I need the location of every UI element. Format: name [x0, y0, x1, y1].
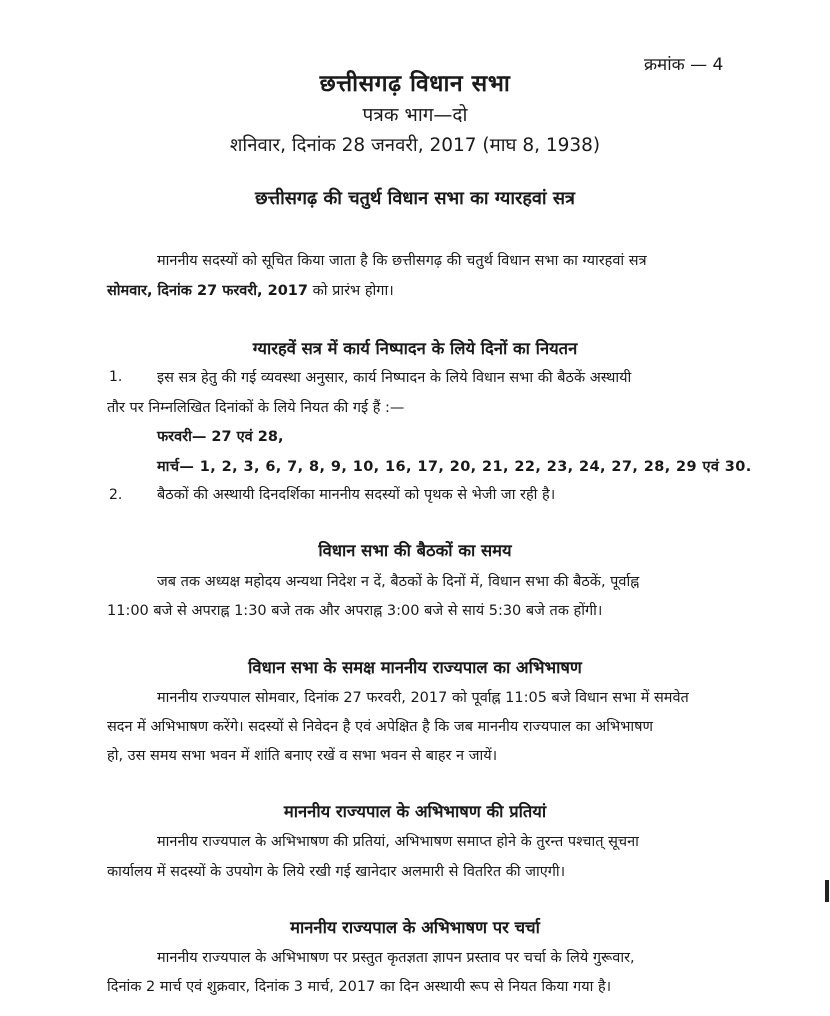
timings-line-2: 11:00 बजे से अपराह्न 1:30 बजे तक और अपराह्न 3:00 बजे से सायं 5:30 बजे तक होंगी। — [107, 603, 603, 619]
section-heading-copies: माननीय राज्यपाल के अभिभाषण की प्रतियां — [283, 802, 547, 821]
address-line-1: माननीय राज्यपाल सोमवार, दिनांक 27 फरवरी, 2017 को पूर्वाह्न 11:05 बजे विधान सभा में समवेत — [157, 690, 689, 706]
bulletin-date: शनिवार, दिनांक 28 जनवरी, 2017 (माघ 8, 1938) — [229, 135, 601, 156]
discussion-line-2: दिनांक 2 मार्च एवं शुक्रवार, दिनांक 3 मार्च, 2017 का दिन अस्थायी रूप से नियत किया गया है। — [107, 979, 612, 995]
intro-line-1: माननीय सदस्यों को सूचित किया जाता है कि छत्तीसगढ़ की चतुर्थ विधान सभा का ग्यारहवां सत्र — [157, 253, 647, 269]
address-line-2: सदन में अभिभाषण करेंगे। सदस्यों से निवेदन है एवं अपेक्षित है कि जब माननीय राज्यपाल का अभिभाषण — [107, 719, 654, 735]
section-heading-schedule: ग्यारहवें सत्र में कार्य निष्पादन के लिये दिनों का नियतन — [252, 339, 578, 358]
section-heading-discussion: माननीय राज्यपाल के अभिभाषण पर चर्चा — [290, 918, 540, 937]
march-dates: मार्च— 1, 2, 3, 6, 7, 8, 9, 10, 16, 17, 20, 21, 22, 23, 24, 27, 28, 29 एवं 30. — [157, 459, 752, 475]
session-title: छत्तीसगढ़ की चतुर्थ विधान सभा का ग्यारहवां सत्र — [255, 188, 575, 209]
section-heading-timings: विधान सभा की बैठकों का समय — [318, 541, 512, 560]
timings-line-1: जब तक अध्यक्ष महोदय अन्यथा निदेश न दें, बैठकों के दिनों में, विधान सभा की बैठकें, पूर्वाह्न — [157, 574, 640, 590]
bulletin-part: पत्रक भाग—दो — [362, 104, 468, 126]
schedule-line-1: इस सत्र हेतु की गई व्यवस्था अनुसार, कार्य निष्पादन के लिये विधान सभा की बैठकें अस्थायी — [157, 370, 632, 386]
discussion-line-1: माननीय राज्यपाल के अभिभाषण पर प्रस्तुत कृतज्ञता ज्ञापन प्रस्ताव पर चर्चा के लिये गुरूवार, — [157, 950, 635, 966]
intro-date: सोमवार, दिनांक 27 फरवरी, 2017 — [107, 283, 308, 299]
intro-line-2-rest: को प्रारंभ होगा। — [307, 283, 394, 299]
item-number-2: 2. — [109, 487, 123, 503]
item-number-1: 1. — [109, 369, 123, 385]
intro-line-2 — [107, 280, 394, 300]
schedule-item-2: बैठकों की अस्थायी दिनदर्शिका माननीय सदस्यों को पृथक से भेजी जा रही है। — [157, 487, 556, 503]
copies-line-1: माननीय राज्यपाल के अभिभाषण की प्रतियां, अभिभाषण समाप्त होने के तुरन्त पश्चात् सूचना — [157, 834, 639, 850]
address-line-3: हो, उस समय सभा भवन में शांति बनाए रखें व सभा भवन से बाहर न जायें। — [107, 748, 498, 764]
february-dates: फरवरी— 27 एवं 28, — [157, 429, 284, 445]
section-heading-address: विधान सभा के समक्ष माननीय राज्यपाल का अभिभाषण — [248, 658, 582, 677]
scan-edge-mark — [825, 880, 829, 902]
assembly-title: छत्तीसगढ़ विधान सभा — [319, 71, 511, 97]
serial-number: क्रमांक — 4 — [644, 55, 724, 75]
copies-line-2: कार्यालय में सदस्यों के उपयोग के लिये रखी गई खानेदार अलमारी से वितरित की जाएगी। — [107, 864, 566, 880]
schedule-line-2: तौर पर निम्नलिखित दिनांकों के लिये नियत की गई हैं :— — [107, 400, 405, 416]
